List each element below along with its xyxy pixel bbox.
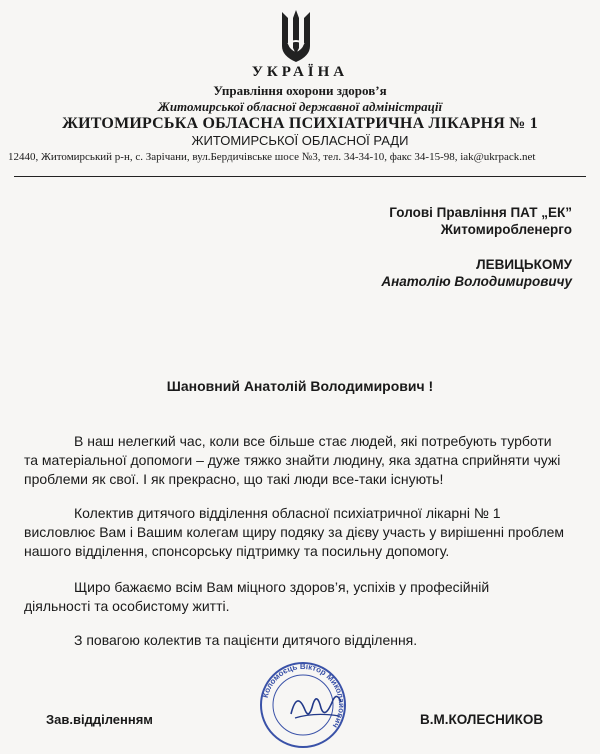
handwritten-signature-icon [285,680,345,730]
country-name: УКРАЇНА [251,64,349,80]
recipient-surname: ЛЕВИЦЬКОМУ [476,257,572,272]
paragraph-line: З повагою колектив та пацієнти дитячого відділення. [74,632,418,648]
paragraph-line: нашого відділення, спонсорську підтримку та посильну допомогу. [24,543,450,559]
health-department: Управління охорони здоров’я [213,83,387,98]
paragraph-line: Колектив дитячого відділення обласної психіатричної лікарні № 1 [74,505,501,521]
paragraph-2 [24,504,584,561]
paragraph-line: діяльності та особистому житті. [24,598,230,614]
signatory-name: В.М.КОЛЕСНИКОВ [420,712,544,727]
paragraph-3 [24,578,584,616]
hospital-name: ЖИТОМИРСЬКА ОБЛАСНА ПСИХІАТРИЧНА ЛІКАРНЯ № 1 [62,115,538,132]
regional-administration: Житомирської обласної державної адміністрації [157,99,443,114]
paragraph-line: проблеми як свої. І як прекрасно, що такі люди все-таки існують! [24,471,444,487]
svg-text:Коломоєць Віктор Миколайович: Коломоєць Віктор Миколайович [260,661,347,730]
trident-emblem-icon [276,8,316,64]
address-line: 12440, Житомирський р-н, с. Зарічани, вул.Бердичівське шосе №3, тел. 34-34-10, факс 34-15-98, iak@ukrpack.net [8,151,536,163]
signatory-position: Зав.відділенням [46,712,153,727]
recipient-title: Голові Правління ПАТ „ЕК” [389,205,572,220]
paragraph-1 [24,432,584,489]
paragraph-4 [24,631,584,650]
recipient-company: Житомиробленерго [440,222,572,237]
recipient-name: Анатолію Володимировичу [381,274,572,289]
paragraph-line: висловлює Вам і Вашим колегам щиру подяку за дієву участь у вирішенні проблем [24,524,565,540]
paragraph-line: та матеріальної допомоги – дуже тяжко знайти людину, яка здатна сприйняти чужі [24,452,561,468]
regional-council: ЖИТОМИРСЬКОЇ ОБЛАСНОЇ РАДИ [191,133,409,148]
paragraph-line: В наш нелегкий час, коли все більше стає людей, які потребують турботи [74,433,552,449]
header-divider [14,176,586,177]
greeting: Шановний Анатолій Володимирович ! [166,378,434,394]
paragraph-line: Щиро бажаємо всім Вам міцного здоров’я, успіхів у професійній [74,579,490,595]
